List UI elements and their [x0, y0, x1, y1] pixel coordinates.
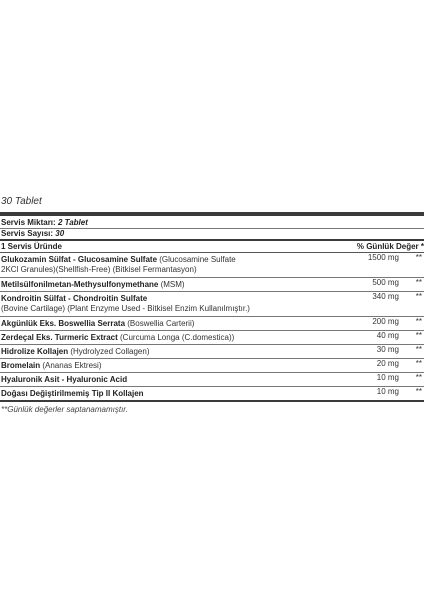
serving-count-value: 30: [55, 229, 65, 238]
ingredient-name: Glukozamin Sülfat - Glucosamine Sulfate: [1, 255, 158, 264]
daily-value-header: % Günlük Değer *: [356, 242, 424, 251]
footnote: **Günlük değerler saptanamamıştır.: [1, 405, 128, 414]
table-row: [0, 317, 424, 330]
serving-amount-value: 2 Tablet: [57, 218, 88, 227]
bottom-divider: [0, 400, 424, 402]
serving-amount: [0, 218, 424, 228]
ingredient-detail: (Hydrolyzed Collagen): [68, 347, 150, 356]
daily-value: **: [415, 292, 422, 301]
ingredient-name: Bromelain: [1, 361, 41, 370]
table-row: [0, 278, 424, 291]
ingredient-name: Metilsülfonilmetan-Methysulfonymethane: [1, 280, 159, 289]
daily-value: **: [415, 331, 422, 340]
ingredient-name: Kondroitin Sülfat - Chondroitin Sulfate: [1, 294, 148, 303]
serving-amount-label: Servis Miktarı:: [1, 218, 56, 227]
supplement-facts-panel: [0, 195, 424, 414]
daily-value: **: [415, 387, 422, 396]
ingredient-detail: (Boswellia Carterii): [125, 319, 195, 328]
table-row: [0, 253, 424, 277]
per-serving-header: 1 Servis Üründe: [1, 242, 62, 251]
table-row: [0, 331, 424, 344]
ingredient-amount: 500 mg: [372, 278, 399, 287]
daily-value: **: [415, 253, 422, 262]
ingredient-amount: 340 mg: [372, 292, 399, 301]
table-row: [0, 373, 424, 386]
ingredient-amount: 200 mg: [372, 317, 399, 326]
ingredient-amount: 10 mg: [376, 373, 399, 382]
table-row: [0, 345, 424, 358]
table-header: [0, 241, 424, 252]
ingredient-amount: 20 mg: [376, 359, 399, 368]
serving-count-label: Servis Sayısı:: [1, 229, 54, 238]
ingredient-name: Doğası Değiştirilmemiş Tip II Kollajen: [1, 389, 144, 398]
ingredient-name: Zerdeçal Eks. Turmeric Extract: [1, 333, 118, 342]
ingredient-detail: (Glucosamine Sulfate: [157, 255, 236, 264]
daily-value: **: [415, 345, 422, 354]
ingredient-amount: 1500 mg: [367, 253, 399, 262]
daily-value: **: [415, 278, 422, 287]
daily-value: **: [415, 317, 422, 326]
ingredient-detail-line2: 2KCl Granules)(Shellfish-Free) (Bitkisel Fermantasyon): [1, 265, 197, 274]
ingredient-detail: (MSM): [158, 280, 185, 289]
ingredient-name: Hidrolize Kollajen: [1, 347, 69, 356]
table-row: [0, 359, 424, 372]
package-size: 30 Tablet: [1, 196, 42, 207]
table-row: [0, 387, 424, 400]
ingredient-detail: (Curcuma Longa (C.domestica)): [117, 333, 235, 342]
ingredient-amount: 30 mg: [376, 345, 399, 354]
ingredient-detail-line2: (Bovine Cartilage) (Plant Enzyme Used - Bitkisel Enzim Kullanılmıştır.): [1, 304, 250, 313]
daily-value: **: [415, 359, 422, 368]
daily-value: **: [415, 373, 422, 382]
serving-count: [0, 229, 424, 239]
top-divider: [0, 212, 424, 216]
ingredient-detail: (Ananas Ektresi): [40, 361, 102, 370]
ingredient-amount: 10 mg: [376, 387, 399, 396]
ingredient-name: Akgünlük Eks. Boswellia Serrata: [1, 319, 126, 328]
ingredient-name: Hyaluronik Asit - Hyaluronic Acid: [1, 375, 128, 384]
ingredient-amount: 40 mg: [376, 331, 399, 340]
table-row: [0, 292, 424, 316]
